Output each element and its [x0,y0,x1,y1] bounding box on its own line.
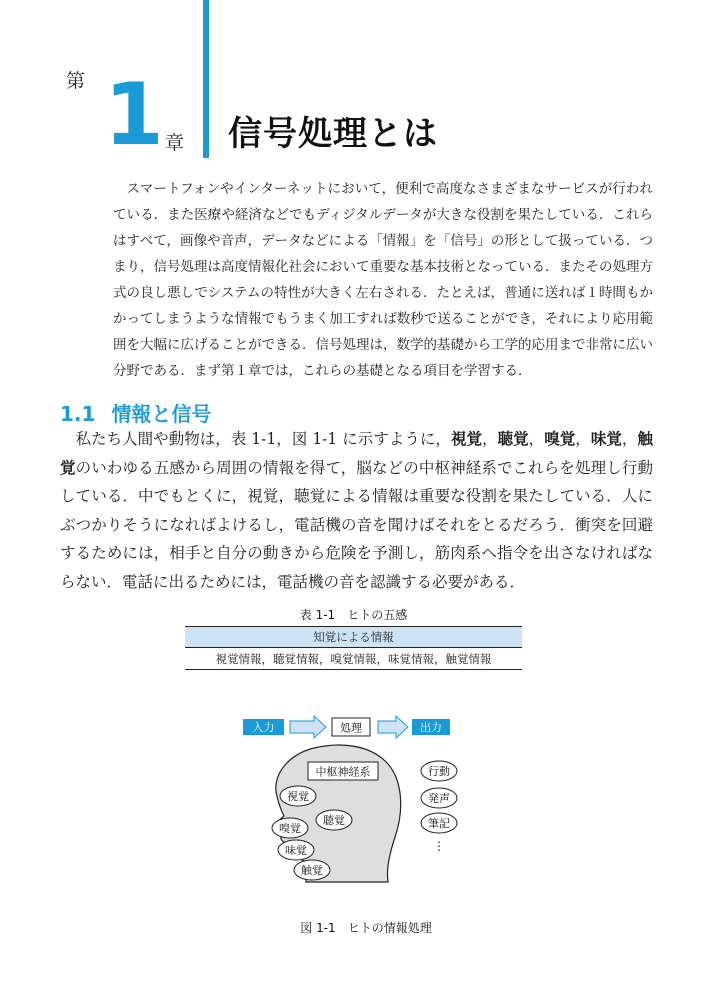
intro-paragraph: スマートフォンやインターネットにおいて，便利で高度なさまざまなサービスが行われている．また医療や経済などでもディジタルデータが大きな役割を果たしている．これらはすべて，画像や音声，データなどによる「情報」を「信号」の形として扱っている．つまり，信号処理は高度情報化社会において重要な基本技術となっている．またその処理方式の良し悪しでシステムの特性が大きく左右される．たとえば，普通に送れば１時間もかかってしまうような情報でもうまく加工すれば数秒で送ることができ，それにより応用範囲を大幅に広げることができる．信号処理は，数学的基礎から工学的応用まで非常に広い分野である．まず第１章では，これらの基礎となる項目を学習する． [113,181,653,379]
output-item-label: 筆記 [428,817,450,830]
output-label: 出力 [420,721,442,734]
sense-label: 嗅覚 [279,822,301,835]
separator: ， [575,430,591,448]
chapter-suffix: 章 [165,132,185,154]
sense-term: 嗅覚 [544,430,576,448]
human-info-processing-figure [236,712,476,884]
arrow-icon [290,716,326,738]
chapter-number: 1 [104,65,162,165]
sense-term: 視覚 [450,430,483,448]
sense-label: 聴覚 [323,814,345,827]
separator: ， [528,430,545,448]
sense-term: 聴覚 [497,430,529,448]
body-text-2: のいわゆる五感から周囲の情報を得て，脳などの中枢神経系でこれらを処理し行動している．中でもとくに，視覚，聴覚による情報は重要な役割を果たしている．人にぶつかりそうになればよけるし，電話機の音を聞けばそれをとるだろう．衝突を回避するためには，相手と自分の動きから危険を予測し，筋肉系へ指令を出さなければならない．電話に出るためには，電話機の音を認識する必要がある． [60,458,653,591]
sense-term: 味覚 [590,430,622,448]
section-heading [60,398,211,427]
chapter-title: 信号処理とは [228,114,438,154]
sense-label: 味覚 [285,844,307,857]
process-label: 処理 [340,721,362,735]
input-label: 入力 [252,721,275,734]
figure-caption: 図 1-1 ヒトの情報処理 [300,921,432,935]
separator: ， [621,430,638,448]
table-caption: 表 1-1 ヒトの五感 [299,608,408,622]
section-title: 情報と信号 [111,402,212,426]
senses-table [185,626,522,670]
output-item-label: 発声 [428,792,450,805]
ellipsis-icon: ⋮ [433,839,445,853]
sense-label: 触覚 [301,864,323,877]
table-data-cell: 視覚情報，聴覚情報，嗅覚情報，味覚情報，触覚情報 [185,648,522,670]
chapter-accent-bar [203,0,209,158]
sense-term: 触覚 [60,430,653,477]
section-number: 1.1 [60,402,96,426]
output-item-label: 行動 [428,765,450,778]
body-paragraph [60,425,653,596]
separator: ， [482,430,498,448]
sense-label: 視覚 [287,790,309,803]
chapter-prefix: 第 [66,70,86,92]
cns-label: 中枢神経系 [315,765,371,779]
body-text-1: 私たち人間や動物は，表 1-1，図 1-1 に示すように， [75,430,451,448]
table-header-cell: 知覚による情報 [185,627,522,648]
arrow-icon [378,716,408,738]
